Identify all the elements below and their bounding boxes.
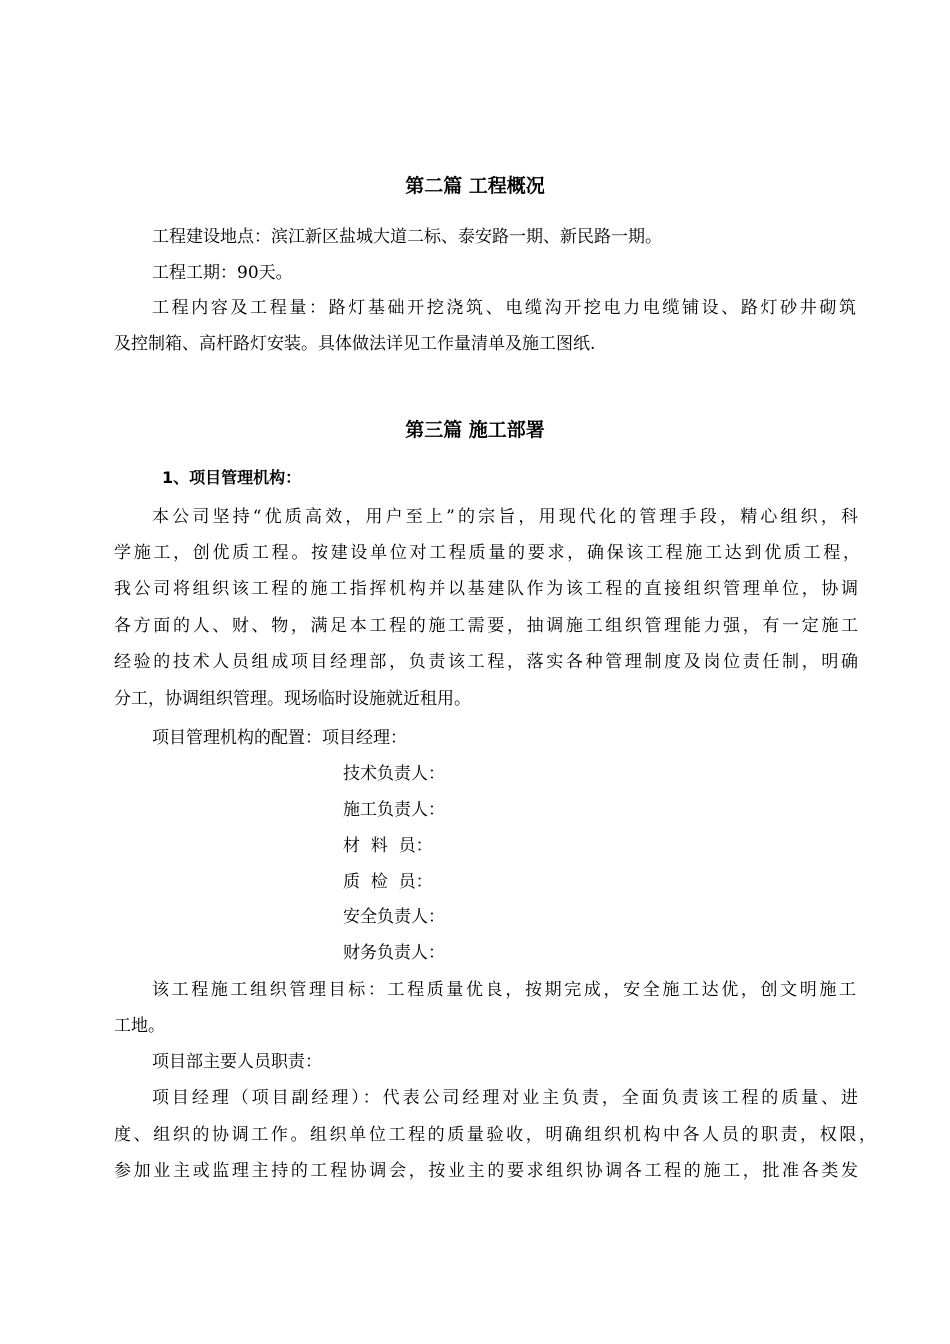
org-config-label: 项目管理机构的配置：项目经理： <box>152 728 407 748</box>
role-item: 施工负责人： <box>343 800 445 820</box>
paragraph-line: 我公司将组织该工程的施工指挥机构并以基建队作为该工程的直接组织管理单位，协调 <box>114 579 858 599</box>
role-item: 技术负责人： <box>343 764 445 784</box>
management-goal-line-2: 工地。 <box>114 1016 165 1036</box>
project-content-line-2: 及控制箱、高杆路灯安装。具体做法详见工作量清单及施工图纸. <box>114 334 596 354</box>
section-3-title: 第三篇 施工部署 <box>405 419 545 441</box>
paragraph-line: 本公司坚持“优质高效，用户至上”的宗旨，用现代化的管理手段，精心组织，科 <box>152 507 858 527</box>
paragraph-line: 经验的技术人员组成项目经理部，负责该工程，落实各种管理制度及岗位责任制，明确 <box>114 652 858 672</box>
role-item: 安全负责人： <box>343 907 445 927</box>
duties-label: 项目部主要人员职责： <box>152 1052 322 1072</box>
management-goal-line-1: 该工程施工组织管理目标：工程质量优良，按期完成，安全施工达优，创文明施工 <box>152 980 856 1000</box>
pm-duty-line: 项目经理（项目副经理）：代表公司经理对业主负责，全面负责该工程的质量、进 <box>152 1088 858 1108</box>
role-item: 质 检 员： <box>343 872 433 892</box>
role-item: 材 料 员： <box>343 836 433 856</box>
project-location: 工程建设地点：滨江新区盐城大道二标、泰安路一期、新民路一期。 <box>152 227 662 247</box>
section-2-title: 第二篇 工程概况 <box>405 175 545 197</box>
role-item: 财务负责人： <box>343 943 445 963</box>
subheading-management-org: 1、项目管理机构： <box>162 468 302 487</box>
paragraph-line: 各方面的人、财、物，满足本工程的施工需要，抽调施工组织管理能力强，有一定施工 <box>114 616 858 636</box>
pm-duty-line: 参加业主或监理主持的工程协调会，按业主的要求组织协调各工程的施工，批准各类发 <box>114 1161 858 1181</box>
paragraph-line: 分工，协调组织管理。现场临时设施就近租用。 <box>114 689 471 709</box>
project-content-line-1: 工程内容及工程量：路灯基础开挖浇筑、电缆沟开挖电力电缆铺设、路灯砂井砌筑 <box>152 298 856 318</box>
paragraph-line: 学施工，创优质工程。按建设单位对工程质量的要求，确保该工程施工达到优质工程， <box>114 543 860 563</box>
pm-duty-line: 度、组织的协调工作。组织单位工程的质量验收，明确组织机构中各人员的职责，权限， <box>114 1125 876 1145</box>
project-duration: 工程工期：90天。 <box>152 263 293 283</box>
